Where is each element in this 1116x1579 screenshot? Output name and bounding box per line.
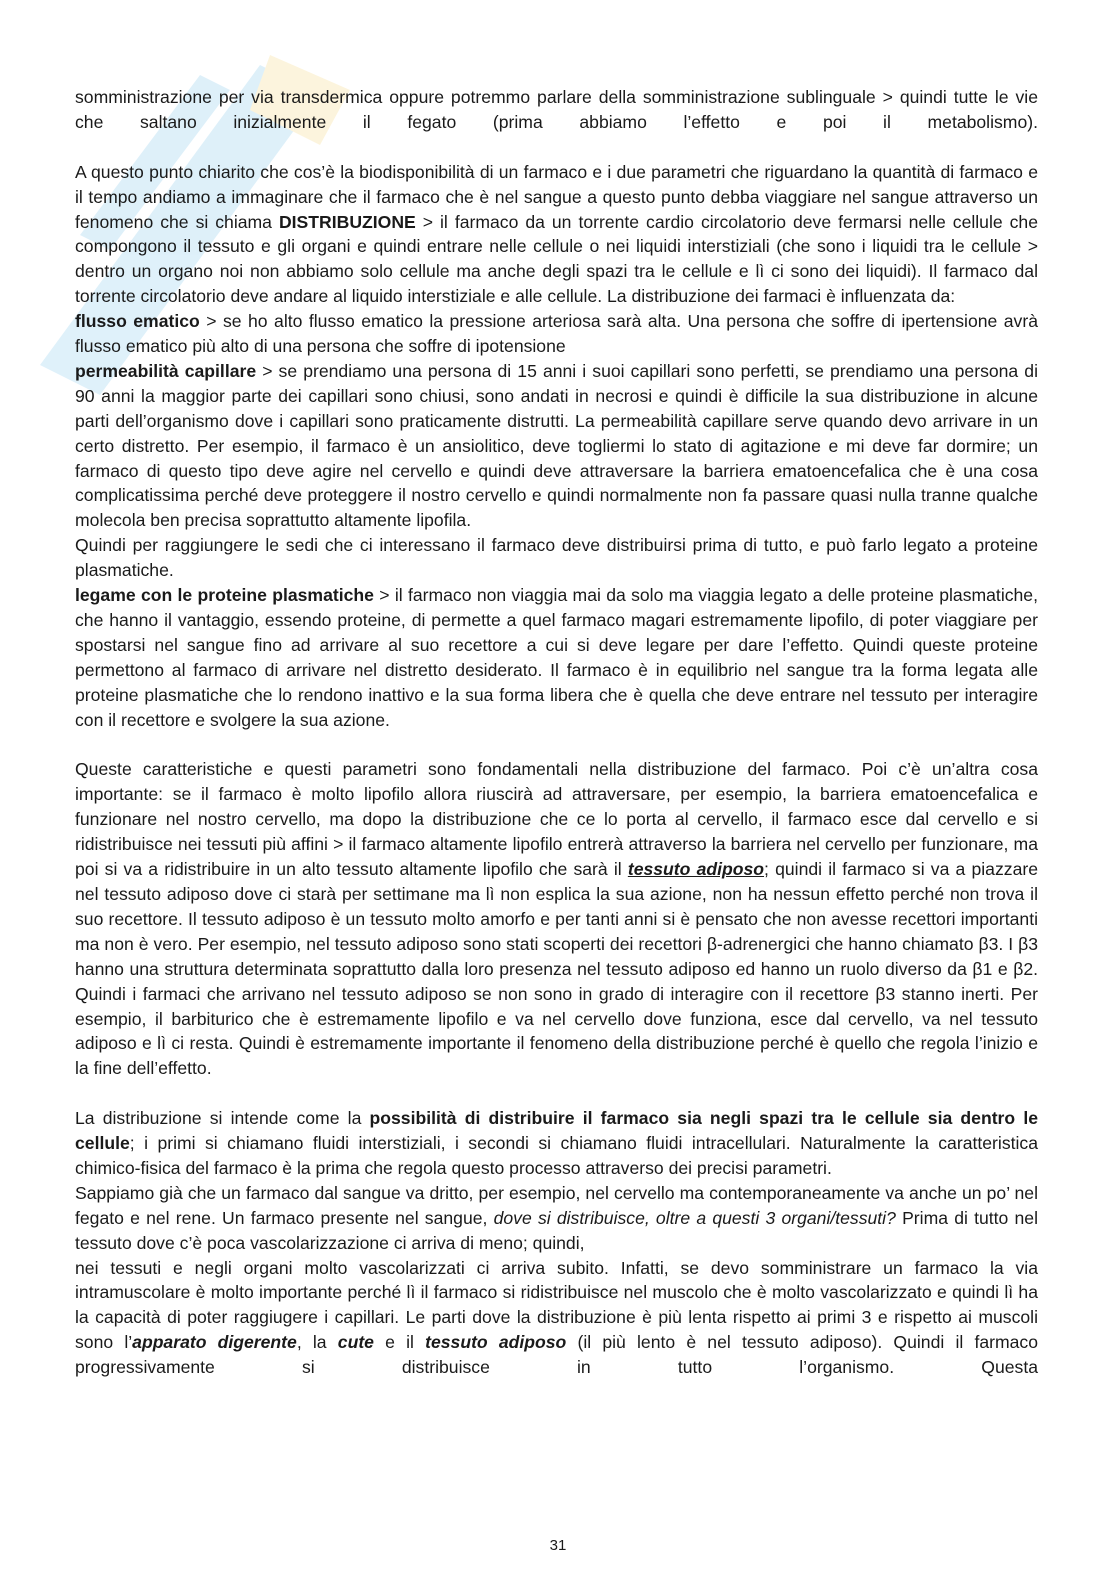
paragraph-definizione: La distribuzione si intende come la possibilità di distribuire il farmaco sia negli spazi tra le cellule sia dentro le cellule; i primi si chiamano fluidi interstiziali, i secondi si chiamano fluidi intracellulari. Naturalmente la caratteristica chimico-fisica del farmaco è la prima che regola questo processo attraverso dei precisi parametri.: [75, 1108, 1038, 1178]
term-apparato-digerente: apparato digerente: [132, 1332, 297, 1353]
term-distribuzione: DISTRIBUZIONE: [278, 211, 416, 232]
paragraph-raggiungere-sedi: Quindi per raggiungere le sedi che ci interessano il farmaco deve distribuirsi prima di tutto, e può farlo legato a proteine plasmatiche.: [75, 535, 1038, 581]
term-permeabilita-capillare: permeabilità capillare: [75, 360, 257, 381]
paragraph-lipofilo: Queste caratteristiche e questi parametri sono fondamentali nella distribuzione del farmaco. Poi c’è un’altra cosa importante: se il farmaco è molto lipofilo allora riuscirà ad attraversare, per esempio, la barriera ematoencefalica e funzionare nel nostro cervello, ma dopo la distribuzione che ce lo porta al cervello, il farmaco esce dal cervello e si ridistribuisce nei tessuti più affini > il farmaco altamente lipofilo entrerà attraverso la barriera nel cervello per funzionare, ma poi si va a ridistribuire in un alto tessuto altamente lipofilo che sarà il tessuto adiposo; quindi il farmaco si va a piazzare nel tessuto adiposo dove ci starà per settimane ma lì non esplica la sua azione, non ha nessun effetto perché non trova il suo recettore. Il tessuto adiposo è un tessuto molto amorfo e per tanti anni si è pensato che non avesse recettori importanti ma non è vero. Per esempio, nel tessuto adiposo sono stati scoperti dei recettori β-adrenergici che hanno chiamato β3. I β3 hanno una struttura determinata soprattutto dalla loro presenza nel tessuto adiposo ed hanno un ruolo diverso da β1 e β2. Quindi i farmaci che arrivano nel tessuto adiposo se non sono in grado di interagire con il recettore β3 stanno inerti. Per esempio, il barbiturico che è estremamente lipofilo e va nel cervello dove funziona, esce dal cervello, va nel tessuto adiposo e lì ci resta. Quindi è estremamente importante il fenomeno della distribuzione perché è quello che regola l’inizio e la fine dell’effetto.: [75, 759, 1038, 1079]
page-number: 31: [549, 1537, 567, 1554]
paragraph-permeabilita: permeabilità capillare > se prendiamo una persona di 15 anni i suoi capillari sono perfetti, se prendiamo una persona di 90 anni la maggior parte dei capillari sono chiusi, sono andati in necrosi e quindi è difficile la sua distribuzione in alcune parti dell’organismo dove i capillari sono praticamente distrutti. La permeabilità capillare serve quando devo arrivare in un certo distretto. Per esempio, il farmaco è un ansiolitico, deve togliermi lo stato di agitazione e mi deve far dormire; un farmaco di questo tipo deve agire nel cervello e quindi deve attraversare la barriera ematoencefalica che è una cosa complicatissima perché deve proteggere il nostro cervello e quindi normalmente non fa passare quasi nulla tranne qualche molecola ben precisa soprattutto altamente lipofila.: [75, 360, 1038, 531]
term-tessuto-adiposo-2: tessuto adiposo: [425, 1332, 567, 1353]
paragraph-flusso-ematico: flusso ematico > se ho alto flusso ematico la pressione arteriosa sarà alta. Una persona che soffre di ipertensione avrà flusso ematico più alto di una persona che soffre di ipotensione: [75, 311, 1038, 357]
term-flusso-ematico: flusso ematico: [75, 311, 200, 332]
paragraph-distribuzione: A questo punto chiarito che cos’è la biodisponibilità di un farmaco e i due parametri che riguardano la quantità di farmaco e il tempo andiamo a immaginare che il farmaco che è nel sangue a questo punto debba viaggiare nel sangue attraverso un fenomeno che si chiama DISTRIBUZIONE > il farmaco da un torrente cardio circolatorio deve fermarsi nelle cellule che compongono il tessuto e gli organi e quindi entrare nelle cellule o nei liquidi interstiziali (che sono i liquidi tra le cellule > dentro un organo noi non abbiamo solo cellule ma anche degli spazi tra le cellule e lì ci sono dei liquidi). Il farmaco dal torrente circolatorio deve andare al liquido interstiziale e alle cellule. La distribuzione dei farmaci è influenzata da:: [75, 161, 1038, 307]
paragraph-proteine: legame con le proteine plasmatiche > il farmaco non viaggia mai da solo ma viaggia legato a delle proteine plasmatiche, che hanno il vantaggio, essendo proteine, di permette a quel farmaco magari estremamente lipofilo, di poter viaggiare per spostarsi nel sangue fino ad arrivare al suo recettore a cui si deve legare per dare l’effetto. Quindi queste proteine permettono al farmaco di arrivare nel distretto desiderato. Il farmaco è in equilibrio nel sangue tra la forma legata alle proteine plasmatiche che lo rendono inattivo e la sua forma libera che è quella che deve entrare nel tessuto per interagire con il recettore e svolgere la sua azione.: [75, 585, 1038, 730]
term-tessuto-adiposo: tessuto adiposo: [627, 859, 765, 880]
question-italic: dove si distribuisce, oltre a questi 3 organi/tessuti?: [493, 1207, 896, 1228]
paragraph-organi: Sappiamo già che un farmaco dal sangue va dritto, per esempio, nel cervello ma contemporaneamente va anche un po’ nel fegato e nel rene. Un farmaco presente nel sangue, dove si distribuisce, oltre a questi 3 organi/tessuti? Prima di tutto nel tessuto dove c’è poca vascolarizzazione ci arriva di meno; quindi,: [75, 1182, 1038, 1253]
term-cute: cute: [337, 1332, 374, 1353]
term-legame-proteine: legame con le proteine plasmatiche: [75, 585, 374, 606]
term-possibilita: possibilità di distribuire il farmaco sia negli spazi tra le cellule sia dentro le cellule: [75, 1108, 1038, 1154]
paragraph-intro: somministrazione per via transdermica oppure potremmo parlare della somministrazione sublinguale > quindi tutte le vie che saltano inizialmente il fegato (prima abbiamo l’effetto e poi il metabolismo).: [75, 87, 1038, 132]
paragraph-vascolarizzazione: nei tessuti e negli organi molto vascolarizzati ci arriva subito. Infatti, se devo somministrare un farmaco la via intramuscolare è molto importante perché lì il farmaco si ridistribuisce nel muscolo che è molto vascolarizzato e quindi lì ha la capacità di poter raggiugere i capillari. Le parti dove la distribuzione è più lenta rispetto ai primi 3 e rispetto ai muscoli sono l’apparato digerente, la cute e il tessuto adiposo (il più lento è nel tessuto adiposo). Quindi il farmaco progressivamente si distribuisce in tutto l’organismo. Questa: [75, 1257, 1039, 1378]
document-body: [75, 85, 1038, 1380]
